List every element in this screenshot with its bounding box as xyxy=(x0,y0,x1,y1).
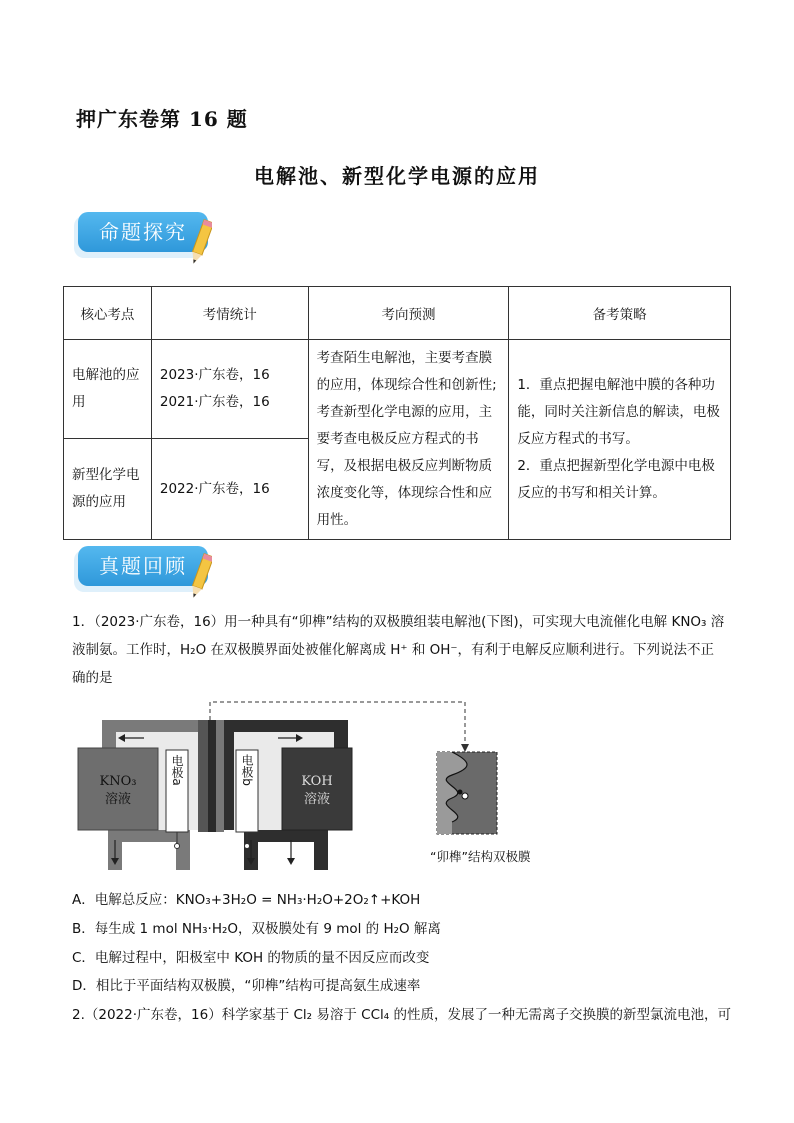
col-header-forecast: 考向预测 xyxy=(308,287,509,340)
question-1-text xyxy=(72,608,732,692)
pencil-icon xyxy=(190,218,212,268)
stats-item: 2022·广东卷，16 xyxy=(159,480,270,497)
col-header-stats: 考情统计 xyxy=(151,287,308,340)
membrane-layer xyxy=(198,720,208,832)
col-header-strategy: 备考策略 xyxy=(509,287,731,340)
ion-dot xyxy=(462,793,468,799)
question-line: 液制氨。工作时，H₂O 在双极膜界面处被催化解离成 H⁺ 和 OH⁻，有利于电解反应顺利进行。下列说法不正 xyxy=(72,642,715,658)
membrane-layer xyxy=(216,720,224,832)
electrode-terminal xyxy=(175,844,180,849)
membrane-caption: “卯榫”结构双极膜 xyxy=(430,849,531,864)
banner-label: 命题探究 xyxy=(78,212,208,252)
forecast-cell: 考查陌生电解池，主要考查膜的应用，体现综合性和创新性;考查新型化学电源的应用，主要考查电极反应方程式的书写，及根据电极反应判断物质浓度变化等，体现综合性和应用性。 xyxy=(308,340,509,540)
col-header-topic: 核心考点 xyxy=(64,287,152,340)
right-solution-formula: KOH xyxy=(301,774,333,789)
membrane-layer xyxy=(208,720,216,832)
option-d: D．相比于平面结构双极膜，“卯榫”结构可提高氨生成速率 xyxy=(72,978,421,994)
stats-item: 2021·广东卷，16 xyxy=(159,394,270,410)
option-a: A．电解总反应：KNO₃+3H₂O = NH₃·H₂O+2O₂↑+KOH xyxy=(72,892,421,908)
exam-analysis-table xyxy=(63,286,731,540)
option-b: B．每生成 1 mol NH₃·H₂O，双极膜处有 9 mol 的 H₂O 解离 xyxy=(72,921,441,937)
question-line: 确的是 xyxy=(72,670,113,686)
electrode-b-label: 电极b xyxy=(240,754,254,786)
electrode-a-label: 电极a xyxy=(170,754,184,786)
arrow-head xyxy=(461,744,469,752)
strategy-item: 1．重点把握电解池中膜的各种功能，同时关注新信息的解读，电极反应方程式的书写。 xyxy=(517,377,720,447)
stats-item: 2023·广东卷，16 xyxy=(159,367,270,383)
topic-cell: 电解池的应用 xyxy=(64,340,152,439)
electrode-terminal xyxy=(245,844,250,849)
stats-cell xyxy=(151,439,308,540)
page-title: 电解池、新型化学电源的应用 xyxy=(254,164,540,188)
stats-cell xyxy=(151,340,308,439)
left-solution-formula: KNO₃ xyxy=(99,774,137,789)
question-2-text: 2.（2022·广东卷，16）科学家基于 Cl₂ 易溶于 CCl₄ 的性质，发展了一种无需离子交换膜的新型氯流电池，可 xyxy=(72,1007,731,1023)
option-c: C．电解过程中，阳极室中 KOH 的物质的量不因反应而改变 xyxy=(72,950,430,966)
strategy-cell xyxy=(509,340,731,540)
question-line: 1．（2023·广东卷，16）用一种具有“卯榫”结构的双极膜组装电解池(下图)，可实现大电流催化电解 KNO₃ 溶 xyxy=(72,614,725,630)
arrow-head xyxy=(287,858,295,865)
strategy-item: 2．重点把握新型化学电源中电极反应的书写和相关计算。 xyxy=(517,458,715,501)
pencil-icon xyxy=(190,552,212,602)
section-banner-review xyxy=(74,546,216,600)
left-solution-label: 溶液 xyxy=(104,792,132,807)
section-banner-explore xyxy=(74,212,216,266)
table-header-row xyxy=(64,287,731,340)
right-chamber xyxy=(282,748,352,830)
topic-cell: 新型化学电源的应用 xyxy=(64,439,152,540)
banner-label: 真题回顾 xyxy=(78,546,208,586)
ion-dot xyxy=(458,790,463,795)
electrolysis-cell-diagram xyxy=(72,700,542,870)
table-row xyxy=(64,340,731,439)
right-solution-label: 溶液 xyxy=(303,792,331,807)
top-title: 押广东卷第 16 题 xyxy=(76,107,248,131)
left-chamber xyxy=(78,748,158,830)
